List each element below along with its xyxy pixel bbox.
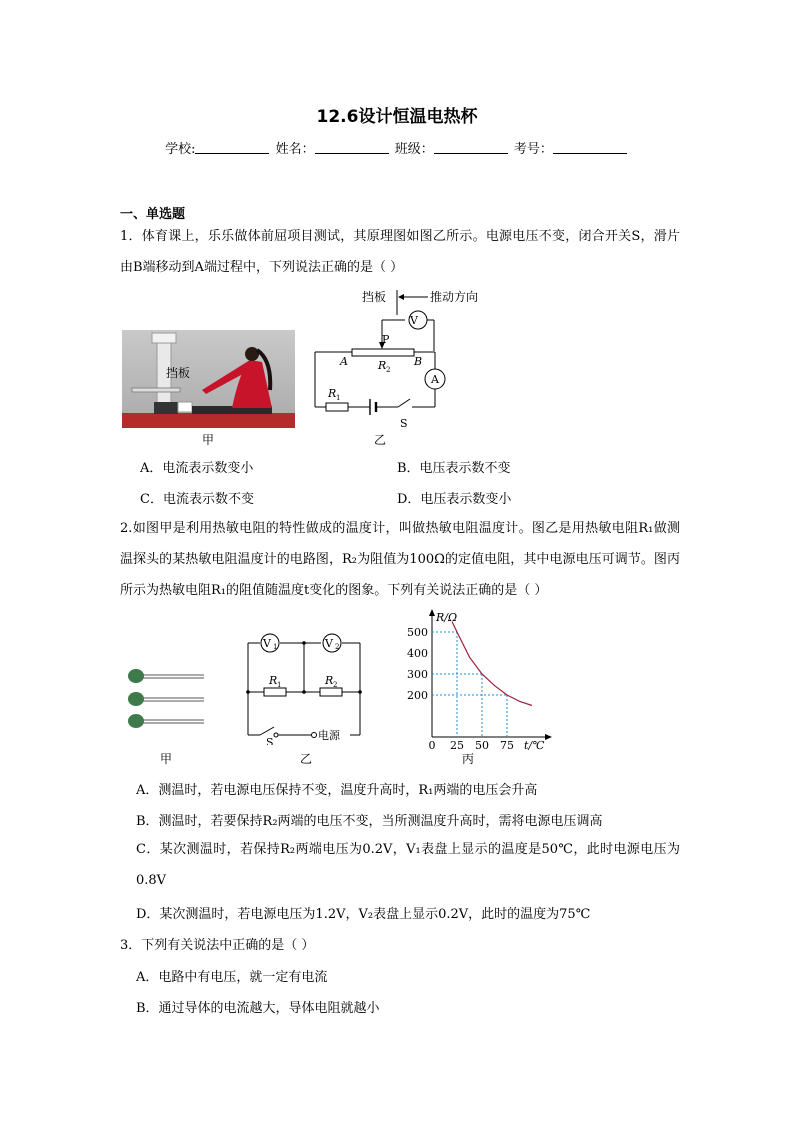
- end-a-label: A: [340, 355, 348, 368]
- baffle-label: 挡板: [166, 366, 191, 380]
- r1-label: R: [328, 387, 337, 400]
- q2-option-d[interactable]: D．某次测温时，若电源电压为1.2V，V₂表盘上显示0.2V，此时的温度为75℃: [136, 907, 591, 922]
- baffle-text: 挡板: [362, 290, 387, 304]
- question-3-stem: 3．下列有关说法中正确的是（ ）: [120, 938, 315, 953]
- caption-bing: 丙: [462, 752, 475, 766]
- school-label: 学校:: [165, 142, 196, 157]
- r1-subscript-q2: 1: [277, 681, 282, 689]
- class-blank[interactable]: [434, 141, 508, 154]
- r2-label: R: [378, 359, 387, 372]
- caption-jia: 甲: [202, 433, 215, 447]
- y-tick-2: 400: [407, 647, 428, 660]
- slider-label: P: [382, 333, 390, 346]
- r1-label-q2: R: [269, 674, 278, 687]
- name-blank[interactable]: [315, 141, 389, 154]
- class-label: 班级：: [394, 142, 434, 157]
- q1-option-c[interactable]: C．电流表示数不变: [140, 492, 254, 507]
- resistance-temperature-chart: [400, 605, 560, 750]
- q1-option-d[interactable]: D．电压表示数变小: [397, 492, 512, 507]
- q3-option-a[interactable]: A．电路中有电压，就一定有电流: [136, 970, 328, 985]
- switch-label: S: [400, 417, 408, 430]
- resistance-curve: [452, 622, 532, 706]
- school-blank[interactable]: [195, 141, 269, 154]
- switch-label-q2: S: [266, 736, 274, 745]
- r2-subscript-q2: 2: [333, 681, 338, 689]
- exam-no-blank[interactable]: [553, 141, 627, 154]
- q1-option-a[interactable]: A．电流表示数变小: [140, 461, 254, 476]
- ammeter-label: A: [431, 373, 439, 386]
- stretch-test-illustration: [122, 330, 295, 428]
- q2-option-a[interactable]: A．测温时，若电源电压保持不变，温度升高时，R₁两端的电压会升高: [136, 783, 538, 798]
- x-axis-arrow: [545, 734, 552, 740]
- x-tick-2: 50: [475, 739, 489, 750]
- question-1-stem: 1．体育课上，乐乐做体前屈项目测试，其原理图如图乙所示。电源电压不变，闭合开关S，滑片由B端移动到A端过程中，下列说法正确的是（ ）: [120, 229, 680, 275]
- x-tick-3: 75: [500, 739, 514, 750]
- x-tick-1: 25: [450, 739, 464, 750]
- x-axis-label: t/℃: [524, 739, 545, 750]
- y-tick-1: 300: [407, 668, 428, 681]
- circuit-diagram-q1: [310, 285, 500, 435]
- y-axis-arrow: [429, 609, 435, 616]
- exam-no-label: 考号：: [513, 142, 553, 157]
- page-title: 12.6设计恒温电热杯: [316, 107, 478, 127]
- y-tick-3: 500: [407, 626, 428, 639]
- caption-yi-2: 乙: [300, 752, 313, 766]
- q2-option-b[interactable]: B．测温时，若要保持R₂两端的电压不变，当所测温度升高时，需将电源电压调高: [136, 814, 603, 829]
- v2-subscript: 2: [335, 643, 340, 651]
- v2-label: V: [325, 637, 333, 650]
- q3-option-b[interactable]: B．通过导体的电流越大，导体电阻就越小: [136, 1001, 380, 1016]
- r1-subscript: 1: [336, 394, 341, 402]
- q1-option-b[interactable]: B．电压表示数不变: [397, 461, 511, 476]
- v1-label: V: [263, 637, 271, 650]
- push-direction-text: 推动方向: [430, 290, 479, 304]
- section-heading: 一、单选题: [120, 207, 186, 222]
- thermistor-probes: [122, 660, 212, 735]
- r2-label-q2: R: [325, 674, 334, 687]
- circuit-diagram-q2: [238, 625, 368, 745]
- caption-yi: 乙: [374, 433, 387, 447]
- question-2-stem: 2.如图甲是利用热敏电阻的特性做成的温度计，叫做热敏电阻温度计。图乙是用热敏电阻R₁做测温探头的某热敏电阻温度计的电路图，R₂为阻值为100Ω的定值电阻，其中电源电压可调节。图丙所示为热敏电阻R₁的阻值随温度t变化的图象。下列有关说法正确的是（ ）: [120, 521, 680, 598]
- end-b-label: B: [414, 355, 423, 368]
- voltmeter-label: V: [410, 314, 418, 327]
- caption-jia-2: 甲: [160, 752, 173, 766]
- v1-subscript: 1: [273, 643, 278, 651]
- y-tick-0: 200: [407, 689, 428, 702]
- power-source-label: 电源: [318, 729, 340, 742]
- name-label: 姓名：: [275, 142, 315, 157]
- stretch-test-photo: [122, 330, 295, 428]
- student-info-line: [0, 138, 794, 157]
- q2-option-c[interactable]: C．某次测温时，若保持R₂两端电压为0.2V，V₁表盘上显示的温度是50℃，此时电源电压为0.8V: [136, 842, 680, 888]
- x-tick-0: 0: [428, 739, 436, 750]
- r2-subscript: 2: [386, 366, 391, 374]
- y-axis-label: R/Ω: [436, 611, 458, 624]
